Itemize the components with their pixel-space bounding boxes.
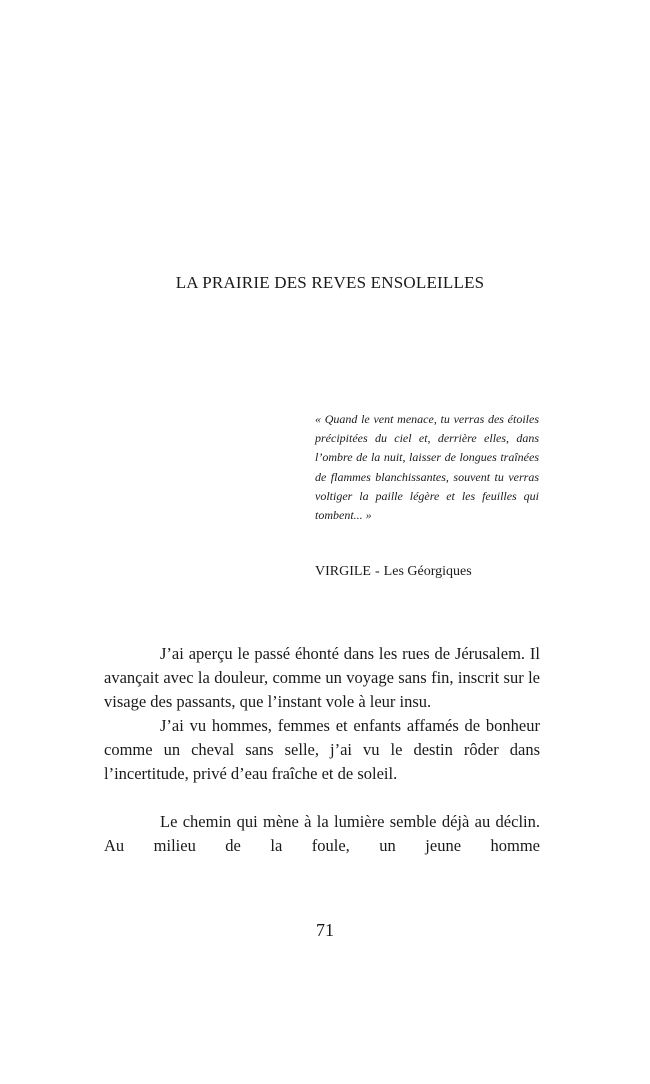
chapter-title: LA PRAIRIE DES REVES ENSOLEILLES: [175, 273, 485, 292]
epigraph-work: Les Géorgiques: [383, 564, 472, 579]
epigraph-separator: -: [375, 564, 380, 579]
epigraph-author: VIRGILE: [315, 564, 371, 579]
paragraph-1: J’ai aperçu le passé éhonté dans les rues de Jérusalem. Il avançait avec la douleur, comme un voyage sans fin, inscrit sur le visage des passants, que l’instant vole à leur insu.: [104, 644, 540, 711]
body-text: [104, 642, 540, 858]
page-number: 71: [316, 920, 334, 940]
paragraph-2: J’ai vu hommes, femmes et enfants affamés de bonheur comme un cheval sans selle, j’ai vu le destin rôder dans l’incertitude, privé d’eau fraîche et de soleil.: [104, 716, 540, 783]
epigraph-quote: « Quand le vent menace, tu verras des étoiles précipitées du ciel et, derrière elles, dans l’ombre de la nuit, laisser de longues traînées de flammes blanchissantes, souvent tu verras voltiger la paille légère et les feuilles qui tombent... »: [315, 412, 539, 523]
paragraph-3: Le chemin qui mène à la lumière semble déjà au déclin. Au milieu de la foule, un jeune homme: [104, 812, 540, 855]
epigraph-attribution: [315, 564, 472, 580]
